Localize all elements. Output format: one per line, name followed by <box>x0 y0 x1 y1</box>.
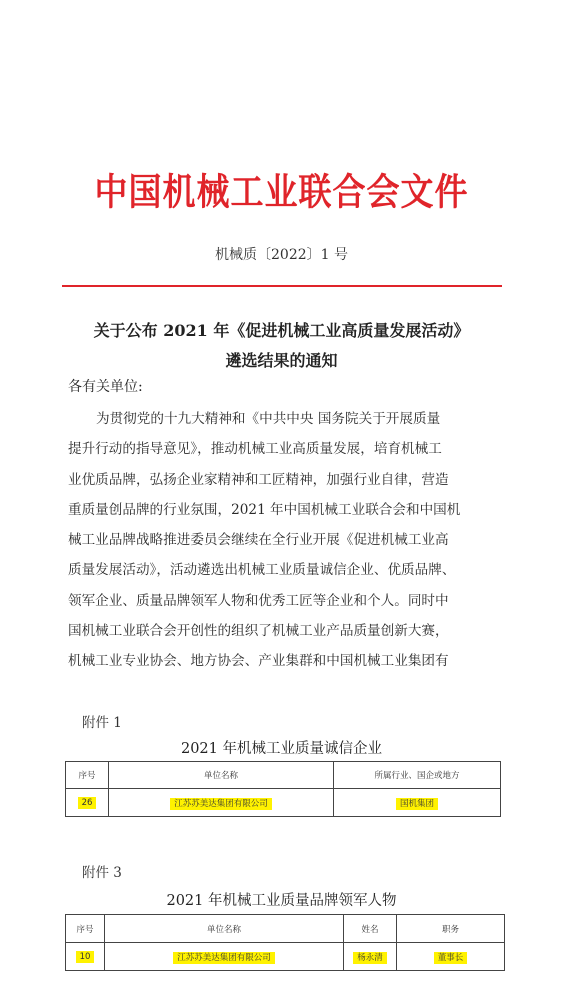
notice-title-line-1: 关于公布 2021 年《促进机械工业高质量发展活动》 <box>93 321 470 340</box>
row-cell-name <box>344 943 397 971</box>
highlighted-name: 杨永清 <box>353 952 387 964</box>
row-cell-position <box>397 943 505 971</box>
highlighted-index: 10 <box>76 951 95 963</box>
row-cell-index <box>66 789 109 817</box>
highlighted-company: 江苏苏美达集团有限公司 <box>170 798 272 810</box>
body-line: 械工业品牌战略推进委员会继续在全行业开展《促进机械工业高 <box>68 532 449 549</box>
document-header-title: 中国机械工业联合会文件 <box>94 169 469 214</box>
notice-title <box>0 316 563 376</box>
column-header-industry: 所属行业、国企或地方 <box>334 762 501 789</box>
body-line: 国机械工业联合会开创性的组织了机械工业产品质量创新大赛， <box>68 623 449 640</box>
table-row <box>66 789 501 817</box>
notice-body <box>68 404 508 677</box>
body-line: 机械工业专业协会、地方协会、产业集群和中国机械工业集团有 <box>68 653 449 670</box>
attachment-1-label: 附件 1 <box>82 715 122 731</box>
body-line: 业优质品牌，弘扬企业家精神和工匠精神，加强行业自律，营造 <box>68 471 449 488</box>
column-header-company: 单位名称 <box>109 762 334 789</box>
document-number: 机械质〔2022〕1 号 <box>215 247 348 263</box>
attachment-1-table <box>65 761 501 817</box>
highlighted-company: 江苏苏美达集团有限公司 <box>173 952 275 964</box>
row-cell-company <box>109 789 334 817</box>
column-header-company: 单位名称 <box>105 915 344 943</box>
column-header-position: 职务 <box>397 915 505 943</box>
row-cell-industry <box>334 789 501 817</box>
highlighted-industry: 国机集团 <box>396 798 438 810</box>
column-header-name: 姓名 <box>344 915 397 943</box>
row-cell-company <box>105 943 344 971</box>
highlighted-position: 董事长 <box>434 952 468 964</box>
body-line: 重质量创品牌的行业氛围，2021 年中国机械工业联合会和中国机 <box>68 501 461 518</box>
body-line: 为贯彻党的十九大精神和《中共中央 国务院关于开展质量 <box>96 411 441 427</box>
highlighted-index: 26 <box>78 797 97 809</box>
attachment-3-table-title: 2021 年机械工业质量品牌领军人物 <box>166 893 397 909</box>
attachment-3-label: 附件 3 <box>82 865 122 881</box>
column-header-index: 序号 <box>66 762 109 789</box>
table-header-row <box>66 915 505 943</box>
attachment-1-table-title: 2021 年机械工业质量诚信企业 <box>180 741 382 757</box>
column-header-index: 序号 <box>66 915 105 943</box>
body-line: 提升行动的指导意见》，推动机械工业高质量发展，培育机械工 <box>68 441 442 458</box>
notice-title-line-2: 遴选结果的通知 <box>225 351 338 370</box>
row-cell-index <box>66 943 105 971</box>
attachment-3-table <box>65 914 505 971</box>
body-line: 质量发展活动》，活动遴选出机械工业质量诚信企业、优质品牌、 <box>68 562 456 579</box>
table-row <box>66 943 505 971</box>
header-divider <box>62 285 502 287</box>
body-line: 领军企业、质量品牌领军人物和优秀工匠等企业和个人。同时中 <box>68 592 449 609</box>
salutation: 各有关单位: <box>68 379 143 395</box>
table-header-row <box>66 762 501 789</box>
